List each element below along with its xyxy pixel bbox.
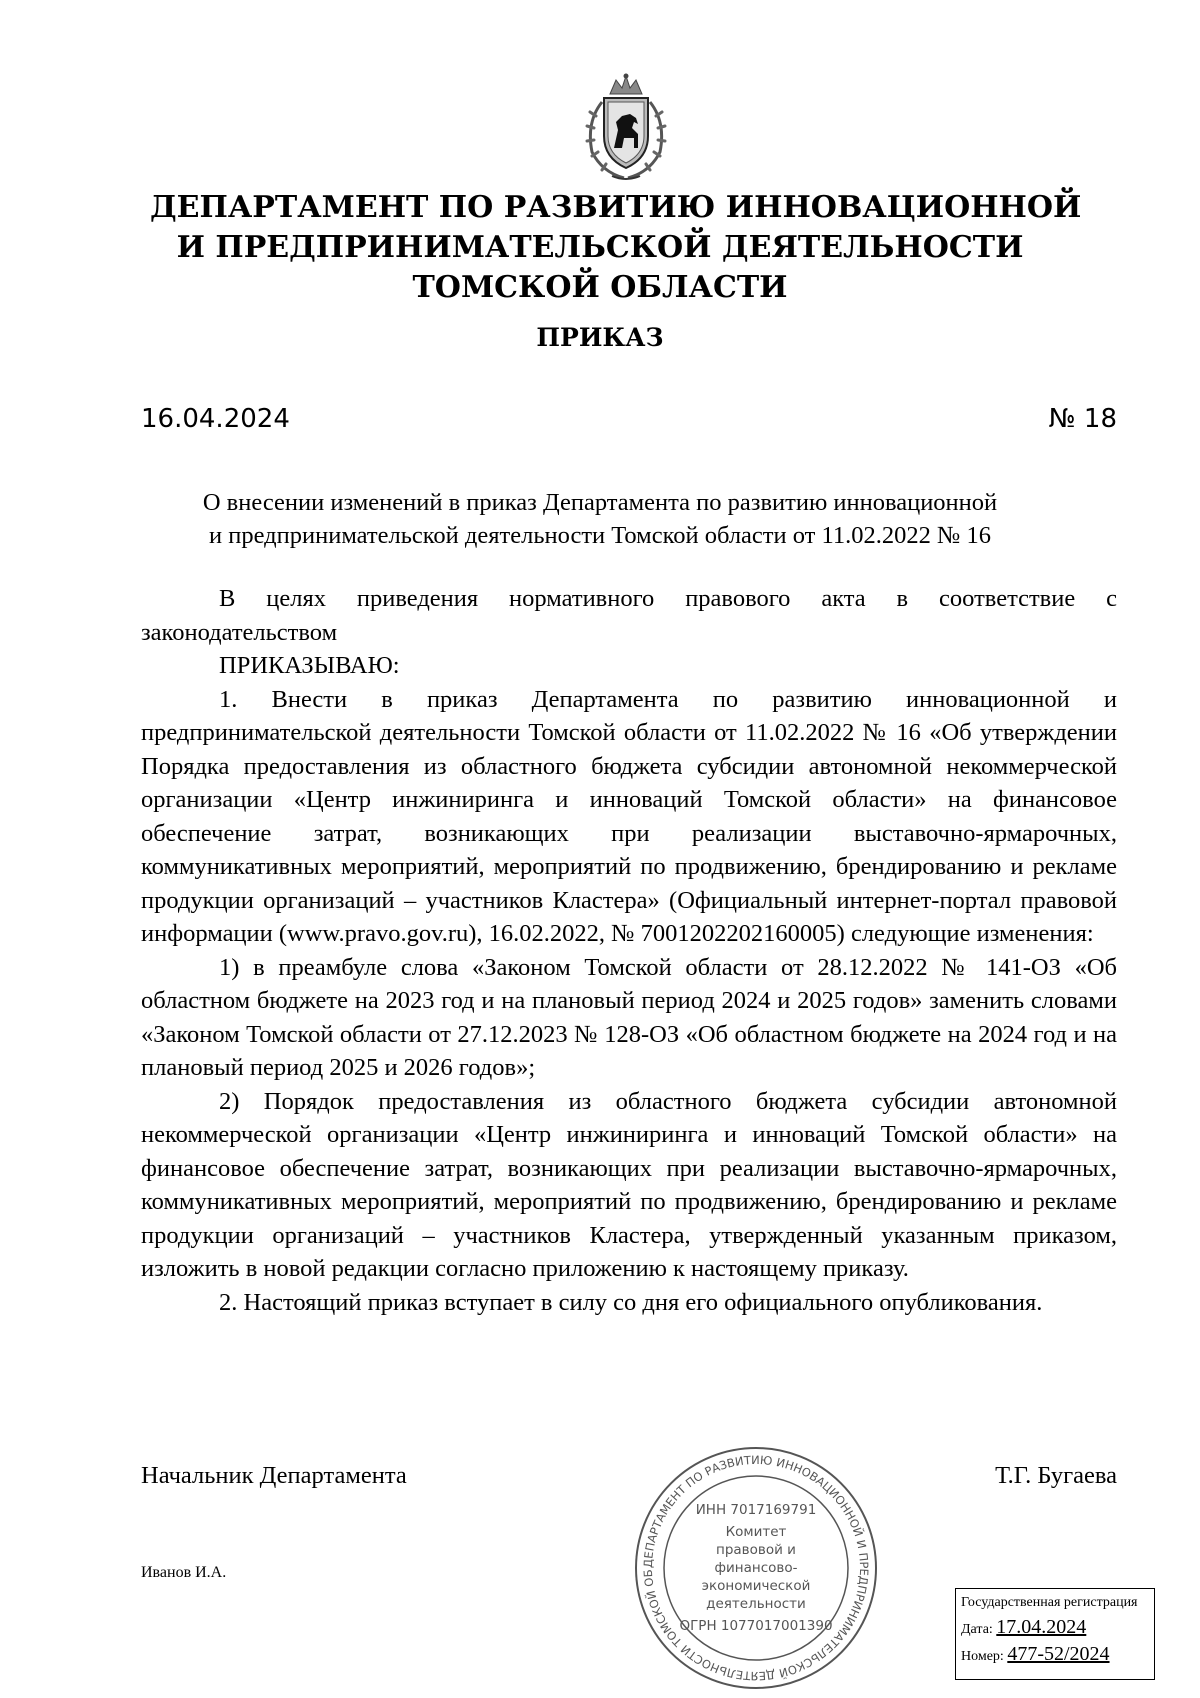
stamp-inner-ring	[664, 1476, 848, 1660]
stamp-seal-icon	[632, 1444, 880, 1692]
stamp-outer-ring	[636, 1448, 876, 1688]
order-subject	[150, 486, 1050, 552]
item-1-paragraph: 1. Внести в приказ Департамента по развитию инновационной и предпринимательской деятельности Томской области от 11.02.2022 № 16 «Об утверждении Порядка предоставления из областного бюджета субсидии автономной некоммерческой организации «Центр инжиниринга и инноваций Томской области» на финансовое обеспечение затрат, возникающих при реализации выставочно-ярмарочных, коммуникативных мероприятий, мероприятий по продвижению, брендированию и рекламе продукции организаций – участников Кластера» (Официальный интернет-портал правовой информации (www.pravo.gov.ru), 16.02.2022, № 7001202202160005) следующие изменения:	[141, 685, 1117, 947]
order-subject-line-2: и предпринимательской деятельности Томской области от 11.02.2022 № 16	[209, 522, 991, 549]
department-name	[150, 188, 1082, 308]
order-date: 16.04.2024	[141, 404, 290, 434]
registration-box	[955, 1588, 1155, 1680]
signatory-position: Начальник Департамента	[141, 1462, 407, 1489]
stamp-center-line-3: финансово-	[714, 1560, 798, 1576]
document-type: ПРИКАЗ	[536, 323, 664, 352]
registration-number-row	[961, 1642, 1149, 1669]
signatory-name: Т.Г. Бугаева	[995, 1462, 1117, 1489]
stamp-center-line-2: правовой и	[716, 1542, 796, 1558]
registration-date-label: Дата:	[961, 1622, 993, 1637]
registration-number-value: 477-52/2024	[1007, 1643, 1110, 1665]
date-number-line	[141, 403, 1117, 435]
order-body	[141, 582, 1117, 1319]
stamp-center-line-4: экономической	[701, 1578, 811, 1594]
stamp-ring-text	[632, 1444, 871, 1683]
department-name-line-1: ДЕПАРТАМЕНТ ПО РАЗВИТИЮ ИННОВАЦИОННОЙ	[150, 190, 1082, 225]
stamp-inn: ИНН 7017169791	[695, 1502, 817, 1518]
stamp-ring-text-path: ДЕПАРТАМЕНТ ПО РАЗВИТИЮ ИННОВАЦИОННОЙ И ПРЕДПРИНИМАТЕЛЬСКОЙ ДЕЯТЕЛЬНОСТИ ТОМСКОЙ ОБ	[640, 1452, 872, 1684]
intro-paragraph: В целях приведения нормативного правового акта в соответствие с законодательством	[141, 585, 1117, 646]
order-subject-line-1: О внесении изменений в приказ Департамента по развитию инновационной	[202, 489, 998, 516]
official-stamp	[632, 1444, 880, 1692]
order-number: № 18	[1048, 404, 1117, 434]
stamp-ogrn: ОГРН 1077017001390	[679, 1618, 833, 1634]
order-word: ПРИКАЗЫВАЮ:	[219, 652, 400, 679]
stamp-center-line-1: Комитет	[725, 1524, 787, 1540]
item-1-1-paragraph: 1) в преамбуле слова «Законом Томской области от 28.12.2022 № 141-ОЗ «Об областном бюджете на 2023 год и на плановый период 2024 и 2025 годов» заменить словами «Законом Томской области от 27.12.2023 № 128-ОЗ «Об областном бюджете на 2024 год и на плановый период 2025 и 2026 годов»;	[141, 953, 1117, 1081]
stamp-center-line-5: деятельности	[706, 1596, 806, 1612]
coat-of-arms-icon	[572, 72, 680, 184]
registration-date-value: 17.04.2024	[996, 1616, 1087, 1638]
signature-row	[141, 1460, 1117, 1492]
registration-number-label: Номер:	[961, 1649, 1004, 1664]
item-2-paragraph: 2. Настоящий приказ вступает в силу со дня его официального опубликования.	[219, 1288, 1043, 1316]
registration-date-row	[961, 1615, 1149, 1642]
department-name-line-2: И ПРЕДПРИНИМАТЕЛЬСКОЙ ДЕЯТЕЛЬНОСТИ	[176, 230, 1024, 265]
department-name-line-3: ТОМСКОЙ ОБЛАСТИ	[412, 270, 788, 305]
registration-title: Государственная регистрация	[961, 1595, 1138, 1610]
executor-name: Иванов И.А.	[141, 1564, 227, 1581]
item-1-2-paragraph: 2) Порядок предоставления из областного бюджета субсидии автономной некоммерческой организации «Центр инжиниринга и инноваций Томской области» на финансовое обеспечение затрат, возникающих при реализации выставочно-ярмарочных, коммуникативных мероприятий, мероприятий по продвижению, брендированию и рекламе продукции организаций – участников Кластера, утвержденный указанным приказом, изложить в новой редакции согласно приложению к настоящему приказу.	[141, 1087, 1117, 1282]
